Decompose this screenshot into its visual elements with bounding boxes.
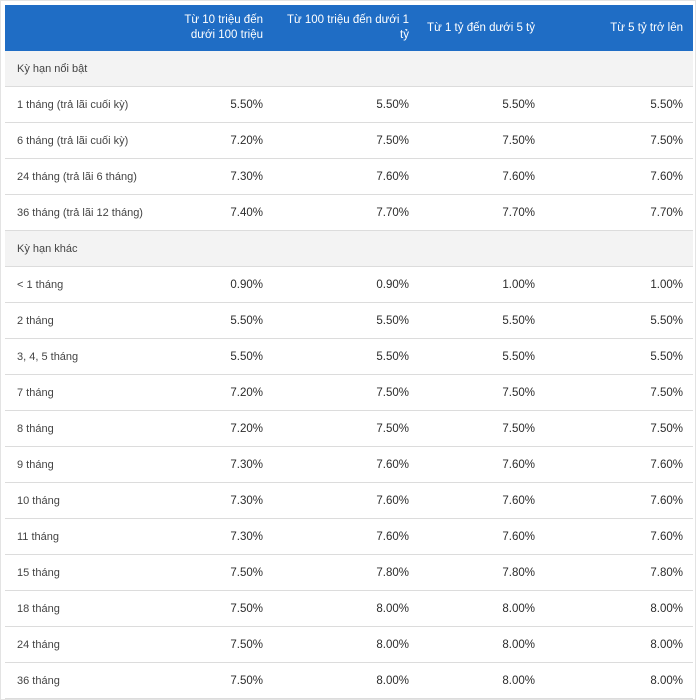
rate-cell: 7.60% [419,519,545,555]
header-tier-3: Từ 1 tỷ đến dưới 5 tỷ [419,5,545,51]
table-row [5,519,693,555]
table-row [5,411,693,447]
rate-cell: 8.00% [545,627,693,663]
rate-cell: 7.60% [419,159,545,195]
table-row [5,267,693,303]
header-tier-2: Từ 100 triệu đến dưới 1 tỷ [273,5,419,51]
rate-cell: 5.50% [273,339,419,375]
rate-cell: 7.60% [545,519,693,555]
term-label: 24 tháng [5,627,151,663]
rate-cell: 7.70% [419,195,545,231]
section-title: Kỳ hạn khác [5,231,693,267]
table-row [5,555,693,591]
table-row [5,591,693,627]
term-label: 36 tháng [5,663,151,699]
rate-cell: 7.60% [545,159,693,195]
rate-cell: 7.60% [273,447,419,483]
rate-cell: 7.70% [545,195,693,231]
table-row [5,87,693,123]
rate-cell: 7.50% [545,375,693,411]
rate-cell: 7.50% [545,123,693,159]
table-row [5,447,693,483]
rate-cell: 7.30% [151,447,273,483]
rate-cell: 7.60% [419,483,545,519]
term-label: 10 tháng [5,483,151,519]
rate-cell: 5.50% [273,303,419,339]
interest-rate-table [5,5,693,699]
rate-cell: 8.00% [273,663,419,699]
rate-cell: 8.00% [545,663,693,699]
term-label: 8 tháng [5,411,151,447]
rate-cell: 7.60% [273,159,419,195]
rate-cell: 5.50% [419,339,545,375]
table-header [5,5,693,51]
table-row [5,339,693,375]
rate-cell: 7.30% [151,483,273,519]
rate-cell: 5.50% [151,339,273,375]
term-label: 15 tháng [5,555,151,591]
term-label: 11 tháng [5,519,151,555]
rate-cell: 7.50% [151,555,273,591]
rate-cell: 8.00% [419,663,545,699]
rate-cell: 7.50% [273,411,419,447]
rate-cell: 7.70% [273,195,419,231]
term-label: 1 tháng (trả lãi cuối kỳ) [5,87,151,123]
term-label: 36 tháng (trả lãi 12 tháng) [5,195,151,231]
section-row [5,51,693,87]
table-row [5,627,693,663]
rate-cell: 5.50% [545,339,693,375]
rate-cell: 5.50% [273,87,419,123]
term-label: 3, 4, 5 tháng [5,339,151,375]
rate-cell: 1.00% [419,267,545,303]
rate-cell: 7.50% [419,123,545,159]
rate-cell: 5.50% [545,303,693,339]
rate-cell: 1.00% [545,267,693,303]
rate-cell: 7.80% [273,555,419,591]
rate-cell: 8.00% [545,591,693,627]
rate-cell: 7.50% [151,663,273,699]
rate-cell: 0.90% [273,267,419,303]
term-label: 6 tháng (trả lãi cuối kỳ) [5,123,151,159]
header-row [5,5,693,51]
rate-cell: 8.00% [419,591,545,627]
rate-cell: 7.50% [545,411,693,447]
rate-cell: 7.20% [151,411,273,447]
table-row [5,195,693,231]
rate-cell: 5.50% [419,303,545,339]
rate-cell: 8.00% [273,591,419,627]
rate-cell: 7.80% [545,555,693,591]
rate-cell: 7.20% [151,375,273,411]
rate-cell: 7.40% [151,195,273,231]
rate-cell: 7.60% [273,519,419,555]
term-label: 7 tháng [5,375,151,411]
table-row [5,159,693,195]
rate-cell: 7.50% [419,375,545,411]
term-label: < 1 tháng [5,267,151,303]
table-body [5,51,693,699]
rate-cell: 7.50% [419,411,545,447]
header-term [5,5,151,51]
rate-cell: 7.50% [273,375,419,411]
rate-cell: 5.50% [419,87,545,123]
table-row [5,663,693,699]
rate-cell: 7.60% [419,447,545,483]
header-tier-1: Từ 10 triệu đến dưới 100 triệu [151,5,273,51]
term-label: 9 tháng [5,447,151,483]
rate-cell: 7.60% [545,447,693,483]
rate-cell: 0.90% [151,267,273,303]
rate-cell: 7.60% [273,483,419,519]
term-label: 2 tháng [5,303,151,339]
rate-cell: 5.50% [545,87,693,123]
section-row [5,231,693,267]
rate-cell: 7.30% [151,159,273,195]
rate-cell: 5.50% [151,303,273,339]
rate-cell: 7.30% [151,519,273,555]
rate-cell: 7.80% [419,555,545,591]
table-row [5,483,693,519]
table-row [5,303,693,339]
rate-cell: 7.50% [151,591,273,627]
term-label: 24 tháng (trả lãi 6 tháng) [5,159,151,195]
rate-cell: 7.50% [273,123,419,159]
rate-cell: 7.20% [151,123,273,159]
rate-cell: 7.50% [151,627,273,663]
table-row [5,375,693,411]
term-label: 18 tháng [5,591,151,627]
header-tier-4: Từ 5 tỷ trở lên [545,5,693,51]
rate-cell: 8.00% [419,627,545,663]
table-row [5,123,693,159]
rate-cell: 8.00% [273,627,419,663]
rate-cell: 7.60% [545,483,693,519]
section-title: Kỳ hạn nổi bật [5,51,693,87]
rate-cell: 5.50% [151,87,273,123]
